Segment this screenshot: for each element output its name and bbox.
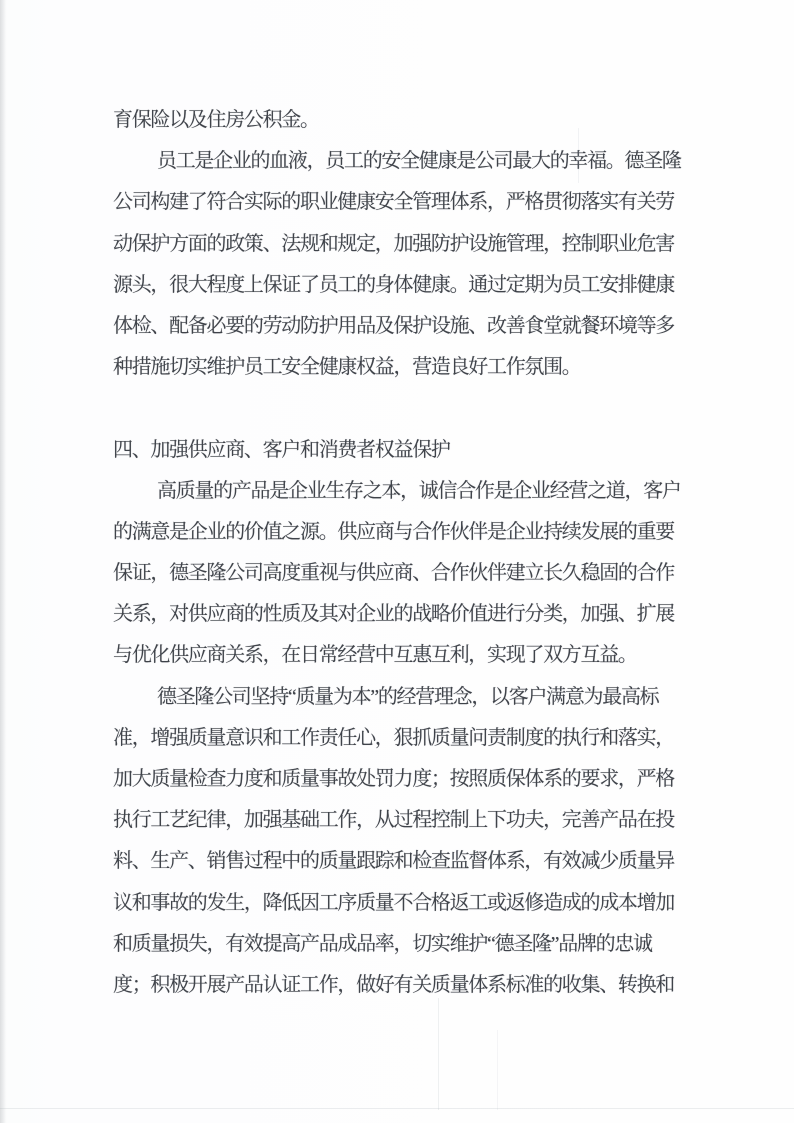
scan-edge-artifact-bottom xyxy=(0,1108,794,1109)
text-line: 关系，对供应商的性质及其对企业的战略价值进行分类，加强、扩展 xyxy=(113,603,674,626)
scan-edge-artifact-left xyxy=(0,0,6,1123)
text-line: 育保险以及住房公积金。 xyxy=(113,109,319,131)
text-line: 的满意是企业的价值之源。供应商与合作伙伴是企业持续发展的重要 xyxy=(113,520,674,543)
text-line: 加大质量检查力度和质量事故处罚力度；按照质保体系的要求，严格 xyxy=(113,768,674,790)
text-line: 动保护方面的政策、法规和规定，加强防护设施管理，控制职业危害 xyxy=(113,232,674,255)
text-column xyxy=(113,100,681,1006)
text-line: 议和事故的发生，降低因工序质量不合格返工或返修造成的成本增加 xyxy=(113,891,674,914)
text-line: 源头，很大程度上保证了员工的身体健康。通过定期为员工安排健康 xyxy=(113,273,674,296)
text-line: 高质量的产品是企业生存之本，诚信合作是企业经营之道，客户 xyxy=(157,479,681,502)
text-line: 保证，德圣隆公司高度重视与供应商、合作伙伴建立长久稳固的合作 xyxy=(113,562,674,585)
text-line: 公司构建了符合实际的职业健康安全管理体系，严格贯彻落实有关劳 xyxy=(113,191,674,214)
text-line: 与优化供应商关系，在日常经营中互惠互利，实现了双方互益。 xyxy=(113,644,637,667)
text-line: 种措施切实维护员工安全健康权益，营造良好工作氛围。 xyxy=(113,356,581,379)
blank-line xyxy=(113,388,681,429)
text-line: 德圣隆公司坚持“质量为本”的经营理念，以客户满意为最高标 xyxy=(157,685,659,708)
section-heading: 四、加强供应商、客户和消费者权益保护 xyxy=(113,438,450,461)
scan-streak-artifact xyxy=(497,1030,498,1110)
text-line: 料、生产、销售过程中的质量跟踪和检查监督体系，有效减少质量异 xyxy=(113,850,674,873)
text-line: 执行工艺纪律，加强基础工作，从过程控制上下功夫，完善产品在投 xyxy=(113,809,674,832)
text-line: 体检、配备必要的劳动防护用品及保护设施、改善食堂就餐环境等多 xyxy=(113,314,674,337)
text-line: 准，增强质量意识和工作责任心，狠抓质量问责制度的执行和落实， xyxy=(113,726,674,749)
text-line: 和质量损失，有效提高产品成品率，切实维护“德圣隆”品牌的忠诚 xyxy=(113,932,652,955)
scan-streak-artifact xyxy=(438,998,439,1110)
text-line: 度；积极开展产品认证工作，做好有关质量体系标准的收集、转换和 xyxy=(113,973,674,996)
text-line: 员工是企业的血液，员工的安全健康是公司最大的幸福。德圣隆 xyxy=(157,150,681,173)
